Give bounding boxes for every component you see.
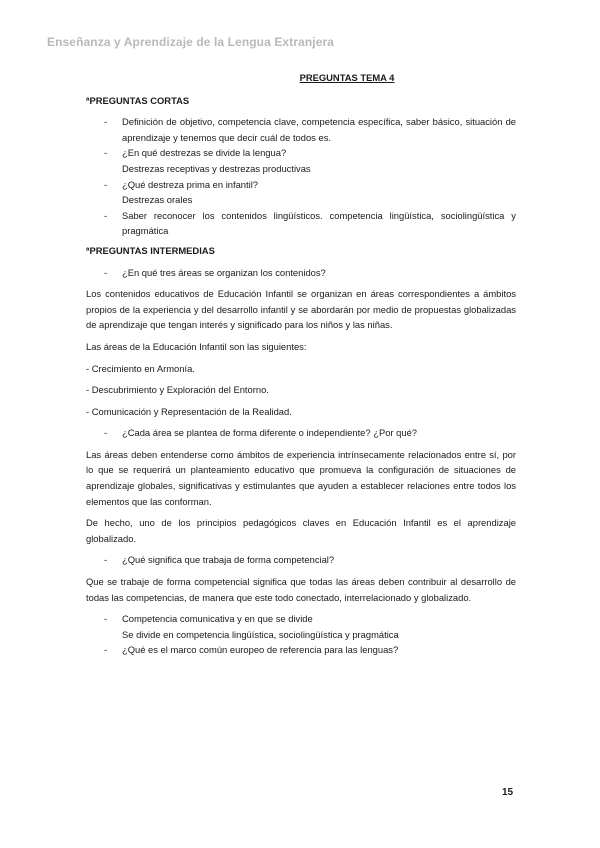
question-item <box>86 552 516 568</box>
section-heading-cortas: ªPREGUNTAS CORTAS <box>86 94 190 106</box>
question-list <box>86 265 516 281</box>
paragraph: Las áreas deben entenderse como ámbitos de experiencia intrínsecamente relacionados entre sí, por lo que se requerirá un planteamiento educativo que promueva la configuración de situaciones de aprendizaje globales, significativas y estimulantes que ayuden a establecer relaciones entre todos los elementos que las conforman. <box>86 448 516 507</box>
dash-bullet: - <box>104 554 108 566</box>
dash-bullet: - <box>104 613 108 625</box>
dash-bullet: - <box>104 266 108 278</box>
list-item <box>86 145 516 176</box>
question-text: Competencia comunicativa y en que se divide <box>122 613 313 625</box>
list-item-text: ¿Qué destreza prima en infantil? <box>122 178 259 190</box>
running-header: Enseñanza y Aprendizaje de la Lengua Extranjera <box>47 35 335 49</box>
question-text: ¿Qué significa que trabaja de forma competencial? <box>122 554 335 566</box>
question-item <box>86 611 516 642</box>
page-content <box>86 70 516 662</box>
dash-bullet: - <box>104 147 108 159</box>
paragraph: Las áreas de la Educación Infantil son las siguientes: <box>86 340 307 352</box>
dash-bullet: - <box>104 427 108 439</box>
list-item-text: Saber reconocer los contenidos lingüísticos. competencia lingüística, sociolingüística y pragmática <box>122 209 516 237</box>
area-line: - Comunicación y Representación de la Realidad. <box>86 405 292 417</box>
list-item-text: ¿En qué destrezas se divide la lengua? <box>122 147 287 159</box>
dash-bullet: - <box>104 178 108 190</box>
list-item-text: Definición de objetivo, competencia clave, competencia específica, saber básico, situación de aprendizaje y tenemos que decir cuál de todos es. <box>122 116 516 143</box>
question-item <box>86 642 516 658</box>
dash-bullet: - <box>104 209 108 221</box>
question-list <box>86 552 516 568</box>
list-item <box>86 177 516 208</box>
question-text: ¿En qué tres áreas se organizan los contenidos? <box>122 266 326 278</box>
question-list <box>86 611 516 658</box>
question-text: ¿Qué es el marco común europeo de referencia para las lenguas? <box>122 644 399 656</box>
cortas-list <box>86 114 516 239</box>
dash-bullet: - <box>104 644 108 656</box>
page-number: 15 <box>502 787 514 798</box>
page-title: PREGUNTAS TEMA 4 <box>299 72 395 83</box>
paragraph: De hecho, uno de los principios pedagógicos claves en Educación Infantil es el aprendizaje globalizado. <box>86 517 516 544</box>
question-answer: Se divide en competencia lingüística, sociolingüística y pragmática <box>122 628 399 640</box>
list-item <box>86 114 516 145</box>
section-heading-intermedias: ªPREGUNTAS INTERMEDIAS <box>86 244 215 256</box>
question-text: ¿Cada área se plantea de forma diferente o independiente? ¿Por qué? <box>122 427 417 439</box>
area-line: - Descubrimiento y Exploración del Entorno. <box>86 384 269 396</box>
list-item-answer: Destrezas receptivas y destrezas productivas <box>122 162 311 174</box>
question-list <box>86 425 516 441</box>
list-item-answer: Destrezas orales <box>122 194 193 206</box>
dash-bullet: - <box>104 116 108 128</box>
area-line: - Crecimiento en Armonía. <box>86 362 195 374</box>
list-item <box>86 208 516 239</box>
paragraph: Los contenidos educativos de Educación Infantil se organizan en áreas correspondientes a ámbitos propios de la experiencia y del desarrollo infantil y se abordarán por medio de propuestas globalizadas de aprendizaje que tengan interés y significado para los niños y las niñas. <box>86 288 516 331</box>
question-item <box>86 425 516 441</box>
question-item <box>86 265 516 281</box>
paragraph: Que se trabaje de forma competencial significa que todas las áreas deben contribuir al desarrollo de todas las competencias, de manera que este todo conectado, interrelacionado y globalizado. <box>86 576 516 603</box>
